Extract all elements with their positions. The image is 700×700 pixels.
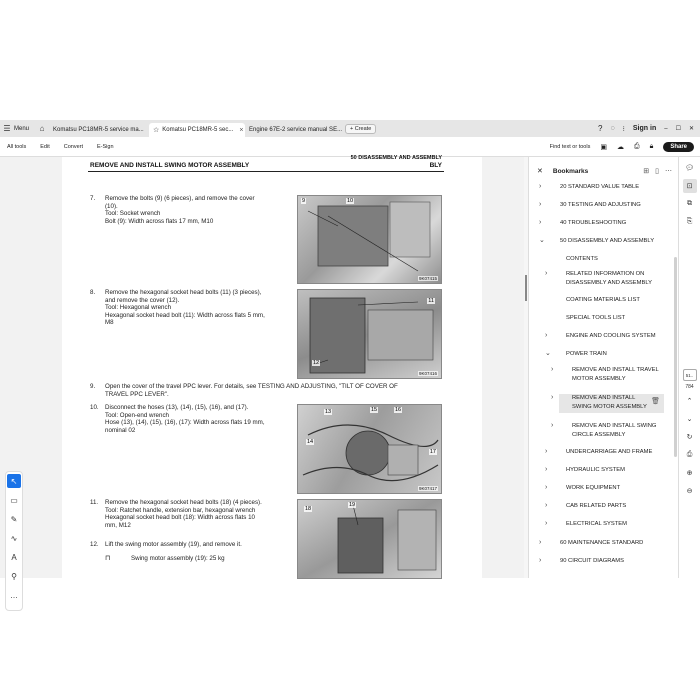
bookmark-item[interactable]: [529, 255, 672, 265]
menu-button[interactable]: Menu: [14, 125, 30, 132]
figure-step-7: [297, 195, 442, 284]
step-number: 12.: [90, 541, 99, 548]
step-12: [90, 541, 300, 551]
lock-icon[interactable]: 🔒︎: [649, 142, 654, 150]
bookmark-label-line2: CIRCLE ASSEMBLY: [572, 431, 626, 438]
draw-freehand-icon[interactable]: ∿: [10, 533, 18, 543]
chevron-right-icon[interactable]: ›: [539, 201, 542, 208]
star-icon[interactable]: ☆: [153, 127, 160, 134]
bookmark-item[interactable]: [529, 314, 672, 324]
page-down-icon[interactable]: ⌄: [686, 416, 693, 423]
find-text-button[interactable]: Find text or tools: [549, 143, 591, 150]
menu-edit[interactable]: Edit: [40, 143, 50, 150]
step-number: 8.: [90, 289, 96, 296]
chevron-right-icon[interactable]: ›: [545, 466, 548, 473]
zoom-in-icon[interactable]: ⊕: [686, 470, 693, 477]
chevron-down-icon[interactable]: ⌄: [545, 350, 551, 357]
bookmark-item[interactable]: [529, 201, 672, 211]
step-number: 10.: [90, 404, 99, 411]
menu-convert[interactable]: Convert: [63, 143, 84, 150]
bookmarks-toggle-icon[interactable]: ⊡: [683, 179, 697, 193]
bookmark-label: SPECIAL TOOLS LIST: [566, 315, 626, 321]
app-window: [0, 120, 700, 600]
step-line: and remove the cover (12).: [105, 296, 180, 304]
minimize-icon[interactable]: –: [664, 125, 668, 132]
bookmark-label: CAB RELATED PARTS: [566, 503, 627, 509]
figure-illustration: [298, 196, 443, 285]
bookmark-item[interactable]: [529, 448, 672, 458]
step-line: Remove the hexagonal socket head bolts (18) (4 pieces).: [105, 499, 262, 506]
figure-callout: 14: [307, 439, 314, 445]
step-line: Hexagonal socket head bolt (18): Width across flats 10: [105, 514, 255, 521]
attachments-icon[interactable]: ⎘: [686, 218, 693, 225]
bookmark-item[interactable]: [529, 332, 672, 342]
tab-komatsu-2[interactable]: [149, 123, 245, 137]
step-line: Remove the bolts (9) (6 pieces), and remove the cover: [105, 195, 255, 202]
step-line: Tool: Open-end wrench: [105, 411, 169, 419]
highlight-pen-icon[interactable]: ✎: [10, 514, 18, 524]
chevron-right-icon[interactable]: ›: [551, 366, 554, 373]
upload-cloud-icon[interactable]: ☁: [616, 143, 624, 151]
bookmark-label: 30 TESTING AND ADJUSTING: [560, 202, 641, 208]
step-line: Remove the hexagonal socket head bolts (11) (3 pieces),: [105, 289, 262, 296]
bookmark-item[interactable]: [529, 484, 672, 494]
save-icon[interactable]: ▣: [600, 143, 607, 151]
weight-note: [105, 555, 285, 565]
more-options-icon[interactable]: ⋯: [665, 168, 672, 175]
sign-in-button[interactable]: Sign in: [632, 125, 657, 132]
chevron-right-icon[interactable]: ›: [551, 394, 554, 401]
bookmarks-panel: [528, 157, 678, 578]
hamburger-icon[interactable]: ☰: [3, 124, 11, 133]
menu-bar: [0, 137, 700, 157]
bookmark-label-line2: DISASSEMBLY AND ASSEMBLY: [566, 279, 653, 286]
figure-illustration: [298, 405, 443, 495]
help-icon[interactable]: ?: [598, 124, 603, 133]
bookmark-label: REMOVE AND INSTALL SWING: [572, 423, 657, 429]
hoist-icon: ⊓: [105, 555, 111, 562]
bookmark-label: REMOVE AND INSTALL: [572, 395, 636, 401]
step-line: Tool: Ratchet handle, extension bar, hexagonal wrench: [105, 506, 256, 514]
chevron-right-icon[interactable]: ›: [539, 183, 542, 190]
left-tool-panel: [5, 471, 23, 611]
chevron-down-icon[interactable]: ⌄: [539, 237, 545, 244]
bookmark-label: 20 STANDARD VALUE TABLE: [560, 184, 640, 190]
create-button[interactable]: + Create: [345, 124, 376, 134]
figure-callout: 12: [313, 360, 320, 366]
share-button[interactable]: Share: [663, 142, 694, 152]
page-header-title: REMOVE AND INSTALL SWING MOTOR ASSEMBLY: [90, 162, 250, 169]
menu-all-tools[interactable]: All tools: [7, 143, 27, 150]
bookmark-item[interactable]: [529, 422, 672, 441]
bookmark-item[interactable]: [529, 270, 672, 289]
chevron-right-icon[interactable]: ›: [539, 539, 542, 546]
bookmark-item[interactable]: [529, 296, 672, 306]
add-comment-icon[interactable]: ▭: [10, 495, 18, 505]
apps-icon[interactable]: ⁝: [622, 125, 625, 133]
step-line: Tool: Socket wrench: [105, 210, 161, 217]
page-header-section-suffix: BLY: [429, 162, 442, 169]
header-rule: [88, 171, 444, 172]
page-header-section: 50 DISASSEMBLY AND ASSEMBLY: [350, 155, 442, 161]
pages-icon[interactable]: ⧉: [687, 200, 692, 207]
bookmark-item[interactable]: [529, 520, 672, 530]
bookmark-item[interactable]: [529, 539, 672, 549]
figure-callout: 16: [395, 407, 402, 413]
bookmark-item[interactable]: [529, 183, 672, 193]
home-icon[interactable]: ⌂: [39, 124, 45, 133]
chevron-right-icon[interactable]: ›: [545, 520, 548, 527]
figure-illustration: [298, 290, 443, 380]
bookmark-item[interactable]: [529, 466, 672, 476]
figure-callout: 15: [371, 407, 378, 413]
page-number-box[interactable]: 51..: [683, 369, 697, 381]
page-count: 784: [685, 384, 694, 390]
bookmark-label: COATING MATERIALS LIST: [566, 297, 640, 303]
step-line: Disconnect the hoses (13), (14), (15), (16), and (17).: [105, 404, 249, 411]
chevron-right-icon[interactable]: ›: [539, 219, 542, 226]
bookmark-label: 40 TROUBLESHOOTING: [560, 220, 627, 226]
pdf-page: [62, 157, 482, 578]
tab-engine-manual[interactable]: [245, 123, 341, 137]
bookmark-label: RELATED INFORMATION ON: [566, 271, 645, 277]
step-10: [90, 404, 300, 444]
bookmarks-title: Bookmarks: [552, 167, 589, 175]
right-rail: [678, 157, 700, 578]
step-line: Open the cover of the travel PPC lever. For details, see TESTING AND ADJUSTING, "TILT OF COVER OF: [105, 383, 398, 390]
bookmark-label-line2: SWING MOTOR ASSEMBLY: [572, 403, 647, 410]
tab-komatsu-1[interactable]: [49, 123, 149, 137]
figure-callout: 11: [428, 298, 434, 304]
bookmark-label: CONTENTS: [566, 256, 598, 262]
step-line: (10).: [105, 202, 118, 210]
stamp-icon[interactable]: ⚲: [11, 571, 17, 581]
zoom-out-icon[interactable]: ⊖: [686, 488, 693, 495]
step-number: 11.: [90, 499, 99, 506]
bookmark-item[interactable]: [529, 350, 672, 360]
bookmarks-header: [537, 165, 672, 177]
menu-esign[interactable]: E-Sign: [97, 143, 114, 150]
chevron-right-icon[interactable]: ›: [545, 270, 548, 277]
bookmark-label: WORK EQUIPMENT: [566, 485, 621, 491]
figure-callout: 10: [347, 198, 354, 204]
bookmark-item[interactable]: [529, 502, 672, 512]
delete-bookmark-icon[interactable]: 🗑︎: [651, 398, 660, 405]
bookmark-label: POWER TRAIN: [566, 351, 607, 357]
close-panel-icon[interactable]: ✕: [537, 168, 543, 175]
bookmark-options-icon[interactable]: ▯: [655, 168, 659, 175]
chevron-right-icon[interactable]: ›: [545, 332, 548, 339]
bookmark-item[interactable]: [529, 557, 672, 567]
figure-step-8: [297, 289, 442, 379]
step-8: [90, 289, 300, 339]
figure-callout: 17: [429, 449, 436, 455]
figure-illustration: [298, 500, 443, 580]
select-cursor-icon[interactable]: ↖: [7, 474, 21, 488]
text-box-icon[interactable]: A: [11, 552, 17, 562]
step-7: [90, 195, 300, 235]
bookmark-item[interactable]: [551, 394, 664, 413]
step-line: Hexagonal socket head bolt (11): Width across flats 5 mm,: [105, 311, 265, 319]
chevron-right-icon[interactable]: ›: [545, 448, 548, 455]
step-line: mm, M12: [105, 521, 131, 529]
step-9: [90, 383, 450, 401]
tab-label: Engine 67E-2 service manual SE...: [249, 127, 343, 133]
chevron-right-icon[interactable]: ›: [545, 502, 548, 509]
bookmark-label: HYDRAULIC SYSTEM: [566, 467, 625, 473]
chevron-right-icon[interactable]: ›: [539, 557, 542, 564]
close-icon[interactable]: ×: [239, 126, 244, 134]
step-number: 9.: [90, 383, 96, 390]
bookmark-label: ELECTRICAL SYSTEM: [566, 521, 627, 527]
bookmark-label: 90 CIRCUIT DIAGRAMS: [560, 558, 624, 564]
bookmark-label: ENGINE AND COOLING SYSTEM: [566, 333, 656, 339]
step-line: Bolt (9): Width across flats 17 mm, M10: [105, 217, 214, 225]
document-viewport[interactable]: [0, 155, 524, 600]
maximize-icon[interactable]: ☐: [675, 126, 681, 132]
tab-label: Komatsu PC18MR-5 service ma...: [53, 127, 144, 133]
bookmark-label: 50 DISASSEMBLY AND ASSEMBLY: [560, 238, 655, 244]
figure-callout: 19: [349, 502, 356, 508]
step-line: Tool: Hexagonal wrench: [105, 304, 172, 311]
add-bookmark-icon[interactable]: ⊞: [643, 168, 650, 175]
bookmark-label-line2: MOTOR ASSEMBLY: [572, 375, 626, 382]
print-icon[interactable]: ⎙: [633, 142, 640, 150]
step-line: Hose (13), (14), (15), (16), (17): Width across flats 19 mm,: [105, 419, 265, 426]
more-tools-icon[interactable]: …: [10, 590, 18, 600]
bookmark-label: 60 MAINTENANCE STANDARD: [560, 540, 644, 546]
save-page-icon[interactable]: ⎙: [686, 451, 693, 458]
bookmark-label: UNDERCARRIAGE AND FRAME: [566, 449, 653, 455]
scrollbar-thumb[interactable]: [525, 275, 527, 301]
bookmarks-scrollbar[interactable]: [674, 257, 677, 457]
refresh-icon[interactable]: ↻: [686, 434, 693, 441]
step-number: 7.: [90, 195, 96, 202]
bookmark-item[interactable]: [529, 219, 672, 229]
bookmark-label: REMOVE AND INSTALL TRAVEL: [572, 367, 659, 373]
bookmark-item[interactable]: [529, 366, 672, 385]
weight-note-text: Swing motor assembly (19): 25 kg: [131, 555, 225, 562]
comment-icon[interactable]: 💬︎: [685, 165, 694, 172]
tab-bar: [0, 120, 700, 137]
window-close-icon[interactable]: ✕: [688, 126, 694, 132]
step-line: TRAVEL PPC LEVER".: [105, 390, 169, 398]
figure-callout: 13: [325, 409, 332, 415]
figure-id: 9K07415: [418, 276, 437, 281]
figure-step-10: [297, 404, 442, 494]
step-line: nominal 02: [105, 426, 136, 434]
figure-callout: 9: [302, 198, 306, 204]
tab-label: Komatsu PC18MR-5 sec...: [162, 127, 234, 133]
figure-callout: 18: [305, 506, 312, 512]
step-line: M8: [105, 319, 114, 326]
figure-step-11: [297, 499, 442, 579]
chevron-right-icon[interactable]: ›: [545, 484, 548, 491]
step-11: [90, 499, 300, 539]
bookmark-item[interactable]: [529, 237, 672, 247]
figure-id: 9K07416: [418, 371, 437, 376]
step-line: Lift the swing motor assembly (19), and remove it.: [105, 541, 242, 548]
notifications-icon[interactable]: ◌: [610, 125, 615, 132]
figure-id: 9K07417: [418, 486, 437, 491]
chevron-right-icon[interactable]: ›: [551, 422, 554, 429]
page-up-icon[interactable]: ⌃: [686, 398, 693, 405]
